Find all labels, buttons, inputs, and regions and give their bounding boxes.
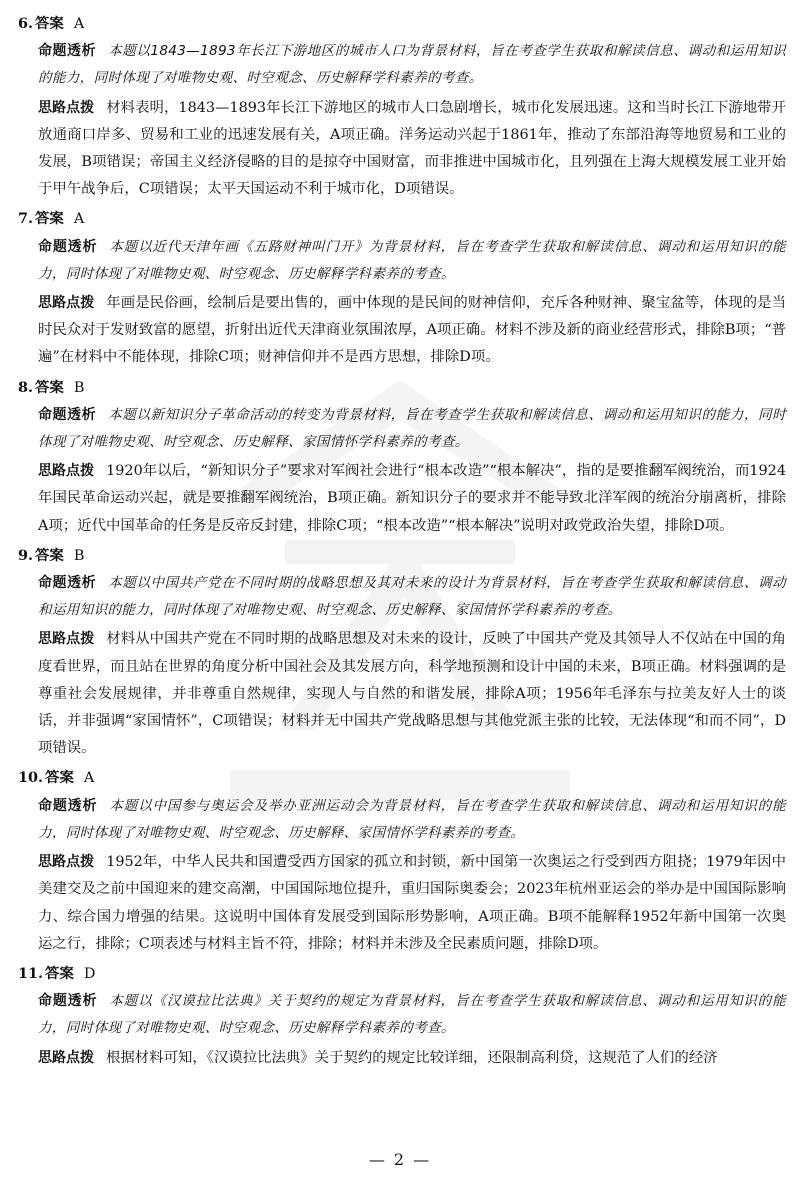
question-item-7 (18, 205, 786, 371)
question-number: 9. (18, 546, 34, 564)
question-item-8 (18, 374, 786, 540)
answer-label: 答案 (45, 769, 74, 787)
hint-label: 思路点拨 (38, 1049, 94, 1066)
analysis-paragraph (18, 402, 786, 456)
hint-text: 根据材料可知，《汉谟拉比法典》关于契约的规定比较详细，还限制高利贷，这规范了人们的经济 (106, 1049, 718, 1066)
answer-value: A (83, 770, 95, 787)
analysis-paragraph (18, 988, 786, 1042)
answer-line (18, 542, 786, 570)
answer-value: D (83, 965, 96, 982)
answer-value: A (73, 211, 85, 228)
question-number: 6. (18, 15, 34, 32)
analysis-paragraph (18, 38, 786, 92)
answer-label: 答案 (35, 210, 64, 228)
analysis-text: 本题以中国参与奥运会及举办亚洲运动会为背景材料，旨在考查学生获取和解读信息、调动和运用知识的能力，同时体现了对唯物史观、时空观念、历史解释、家国情怀学科素养的考查。 (38, 797, 786, 841)
answer-line (18, 764, 786, 792)
analysis-paragraph (18, 793, 786, 847)
question-item-11 (18, 960, 786, 1072)
answer-value: B (73, 379, 85, 396)
analysis-text: 本题以新知识分子革命活动的转变为背景材料，旨在考查学生获取和解读信息、调动和运用知识的能力，同时体现了对唯物史观、时空观念、历史解释、家国情怀学科素养的考查。 (38, 406, 786, 451)
answer-content (18, 10, 786, 1074)
hint-paragraph (18, 95, 786, 204)
hint-text: 1952年，中华人民共和国遭受西方国家的孤立和封锁，新中国第一次奥运之行受到西方阻挠；1979年因中美建交及之前中国迎来的建交高潮，中国国际地位提升，重归国际奥委会；2023年杭州亚运会的举办是中国国际影响力、综合国力增强的结果。这说明中国体育发展受到国际形势影响，A项正确。B项不能解释1952年新中国第一次奥运之行，排除；C项表述与材料主旨不符，排除；材料并未涉及全民素质问题，排除D项。 (38, 854, 787, 952)
hint-text: 材料表明，1843—1893年长江下游地区的城市人口急剧增长，城市化发展迅速。这和当时长江下游地带开放通商口岸多、贸易和工业的迅速发展有关，A项正确。洋务运动兴起于1861年，推动了东部沿海等地贸易和工业的发展，B项错误；帝国主义经济侵略的目的是掠夺中国财富，而非推进中国城市化，且列强在上海大规模发展工业开始于甲午战争后，C项错误；太平天国运动不利于城市化，D项错误。 (38, 99, 787, 198)
analysis-paragraph (18, 570, 786, 624)
analysis-text: 本题以中国共产党在不同时期的战略思想及其对未来的设计为背景材料，旨在考查学生获取和解读信息、调动和运用知识的能力，同时体现了对唯物史观、时空观念、历史解释、家国情怀学科素养的考查。 (38, 575, 786, 619)
analysis-text: 本题以1843—1893年长江下游地区的城市人口为背景材料，旨在考查学生获取和解读信息、调动和运用知识的能力，同时体现了对唯物史观、时空观念、历史解释学科素养的考查。 (38, 43, 786, 87)
hint-text: 1920年以后，“新知识分子”要求对军阀社会进行“根本改造”“根本解决”，指的是要推翻军阀统治，而1924年国民革命运动兴起，就是要推翻军阀统治，B项正确。新知识分子的要求并不能导致北洋军阀的统治分崩离析，排除A项；近代中国革命的任务是反帝反封建，排除C项；“根本改造”“根本解决”说明对政党政治失望，排除D项。 (38, 463, 786, 534)
hint-label: 思路点拨 (38, 631, 95, 648)
page-number: — 2 — (368, 1150, 432, 1169)
hint-text: 材料从中国共产党在不同时期的战略思想及对未来的设计，反映了中国共产党及其领导人不仅站在中国的角度看世界，而且站在世界的角度分析中国社会及其发展方向，科学地预测和设计中国的未来，B项正确。材料强调的是尊重社会发展规律，并非尊重自然规律，实现人与自然的和谐发展，排除A项；1956年毛泽东与拉美友好人士的谈话，并非强调“家国情怀”，C项错误；材料并无中国共产党战略思想与其他党派主张的比较，无法体现“和而不同”，D项错误。 (38, 631, 786, 757)
answer-line (18, 205, 786, 233)
question-number: 11. (18, 964, 44, 982)
question-number: 8. (18, 378, 34, 396)
analysis-label: 命题透析 (38, 238, 98, 255)
analysis-label: 命题透析 (38, 993, 98, 1010)
hint-text: 年画是民俗画，绘制后是要出售的，画中体现的是民间的财神信仰，充斥各种财神、聚宝盆等，体现的是当时民众对于发财致富的愿望，折射出近代天津商业氛围浓厚，A项正确。材料不涉及新的商业经营形式，排除B项；“普遍”在材料中不能体现，排除C项；财神信仰并不是西方思想，排除D项。 (38, 295, 786, 366)
answer-line (18, 960, 786, 988)
hint-paragraph (18, 1045, 786, 1072)
question-item-10 (18, 764, 786, 957)
hint-paragraph (18, 626, 786, 762)
answer-label: 答案 (45, 964, 74, 982)
question-item-6 (18, 10, 786, 203)
question-number: 10. (18, 769, 44, 787)
answer-label: 答案 (35, 15, 64, 32)
analysis-text: 本题以《汉谟拉比法典》关于契约的规定为背景材料，旨在考查学生获取和解读信息、调动和运用知识的能力，同时体现了对唯物史观、时空观念、历史解释学科素养的考查。 (38, 993, 786, 1037)
answer-label: 答案 (35, 546, 64, 564)
hint-paragraph (18, 290, 786, 372)
answer-label: 答案 (35, 378, 64, 396)
hint-paragraph (18, 849, 786, 958)
question-item-9 (18, 542, 786, 763)
answer-value: B (73, 547, 85, 564)
analysis-paragraph (18, 234, 786, 288)
analysis-label: 命题透析 (38, 575, 97, 592)
hint-label: 思路点拨 (38, 99, 95, 116)
analysis-label: 命题透析 (38, 43, 97, 60)
analysis-label: 命题透析 (38, 406, 97, 423)
answer-value: A (73, 16, 85, 32)
answer-line (18, 10, 786, 38)
analysis-text: 本题以近代天津年画《五路财神叫门开》为背景材料，旨在考查学生获取和解读信息、调动和运用知识的能力，同时体现了对唯物史观、时空观念、历史解释学科素养的考查。 (38, 238, 786, 282)
question-number: 7. (18, 210, 34, 228)
hint-paragraph (18, 458, 786, 540)
answer-line (18, 374, 786, 402)
hint-label: 思路点拨 (38, 854, 95, 871)
analysis-label: 命题透析 (38, 797, 98, 814)
hint-label: 思路点拨 (38, 463, 95, 480)
hint-label: 思路点拨 (38, 295, 95, 312)
